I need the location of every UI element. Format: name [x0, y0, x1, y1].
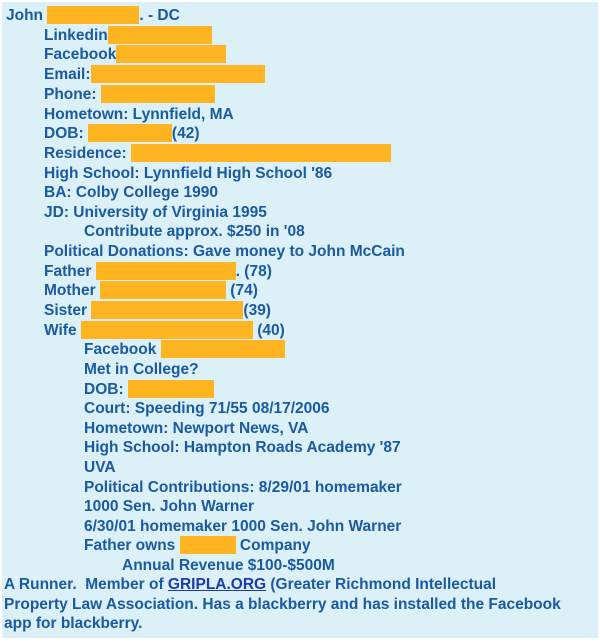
revenue-line: Annual Revenue $100-$500M — [122, 557, 335, 574]
header-name: John — [6, 7, 44, 24]
high-school-line: High School: Lynnfield High School '86 — [44, 165, 333, 182]
email-label: Email: — [44, 66, 91, 83]
wife-hometown-line: Hometown: Newport News, VA — [84, 420, 309, 437]
gripla-link[interactable]: GRIPLA.ORG — [167, 576, 267, 593]
wife-facebook-label: Facebook — [84, 341, 157, 358]
redaction-mother — [100, 281, 226, 299]
mother-label: Mother — [44, 282, 96, 299]
wife-facebook-line — [84, 340, 285, 359]
facebook-line — [44, 45, 226, 64]
redaction-residence — [131, 144, 391, 162]
donations-line: Political Donations: Gave money to John McCain — [44, 243, 405, 260]
linkedin-line — [44, 26, 212, 45]
redaction-facebook — [116, 45, 226, 63]
phone-line — [44, 85, 215, 104]
redaction-company — [180, 536, 236, 554]
ba-line: BA: Colby College 1990 — [44, 184, 218, 201]
father-owns-line — [84, 536, 311, 555]
wife-dob-line — [84, 380, 214, 399]
wife-college-line: UVA — [84, 459, 116, 476]
company-label: Company — [239, 537, 311, 554]
redaction-dob — [88, 124, 172, 142]
contrib-line-1: Political Contributions: 8/29/01 homemaker — [84, 479, 402, 496]
court-line: Court: Speeding 71/55 08/17/2006 — [84, 400, 330, 417]
wife-dob-label: DOB: — [84, 381, 124, 398]
email-line — [44, 65, 265, 84]
profile-panel — [2, 2, 598, 638]
facebook-label: Facebook — [44, 46, 117, 63]
redaction-wife-facebook — [161, 340, 285, 358]
notes-line-1 — [4, 575, 496, 594]
wife-high-school-line: High School: Hampton Roads Academy '87 — [84, 439, 401, 456]
wife-label: Wife — [44, 322, 77, 339]
father-line — [44, 262, 272, 281]
jd-line: JD: University of Virginia 1995 — [44, 204, 267, 221]
redaction-surname — [47, 6, 139, 24]
hometown-line: Hometown: Lynnfield, MA — [44, 106, 234, 123]
linkedin-label: Linkedin — [44, 27, 108, 44]
sister-label: Sister — [44, 302, 88, 319]
dob-label: DOB: — [44, 125, 84, 142]
header-suffix: . - DC — [139, 7, 180, 24]
notes-text-a: A Runner. Member of — [4, 576, 168, 593]
redaction-sister — [91, 301, 243, 319]
age-value: (42) — [171, 125, 200, 142]
redaction-wife — [81, 321, 253, 339]
redaction-phone — [101, 85, 215, 103]
father-owns-label: Father owns — [84, 537, 176, 554]
contrib-line-3: 6/30/01 homemaker 1000 Sen. John Warner — [84, 518, 402, 535]
mother-line — [44, 281, 258, 300]
father-label: Father — [44, 263, 92, 280]
wife-line — [44, 321, 285, 340]
header-line — [6, 6, 180, 25]
redaction-linkedin — [108, 26, 212, 44]
dob-line — [44, 124, 200, 143]
notes-text-b: (Greater Richmond Intellectual — [266, 576, 497, 593]
notes-line-3: app for blackberry. — [4, 615, 143, 632]
contribute-line: Contribute approx. $250 in '08 — [84, 223, 305, 240]
notes-line-2: Property Law Association. Has a blackberry and has installed the Facebook — [4, 596, 561, 613]
mother-age: (74) — [230, 282, 258, 299]
redaction-father — [96, 262, 236, 280]
sister-line — [44, 301, 271, 320]
sister-age: (39) — [243, 302, 271, 319]
contrib-line-2: 1000 Sen. John Warner — [84, 498, 254, 515]
met-line: Met in College? — [84, 361, 199, 378]
phone-label: Phone: — [44, 86, 97, 103]
residence-label: Residence: — [44, 145, 127, 162]
redaction-email — [91, 65, 265, 83]
residence-line — [44, 144, 391, 163]
redaction-wife-dob — [128, 380, 214, 398]
wife-age: (40) — [257, 322, 285, 339]
father-age: . (78) — [235, 263, 272, 280]
